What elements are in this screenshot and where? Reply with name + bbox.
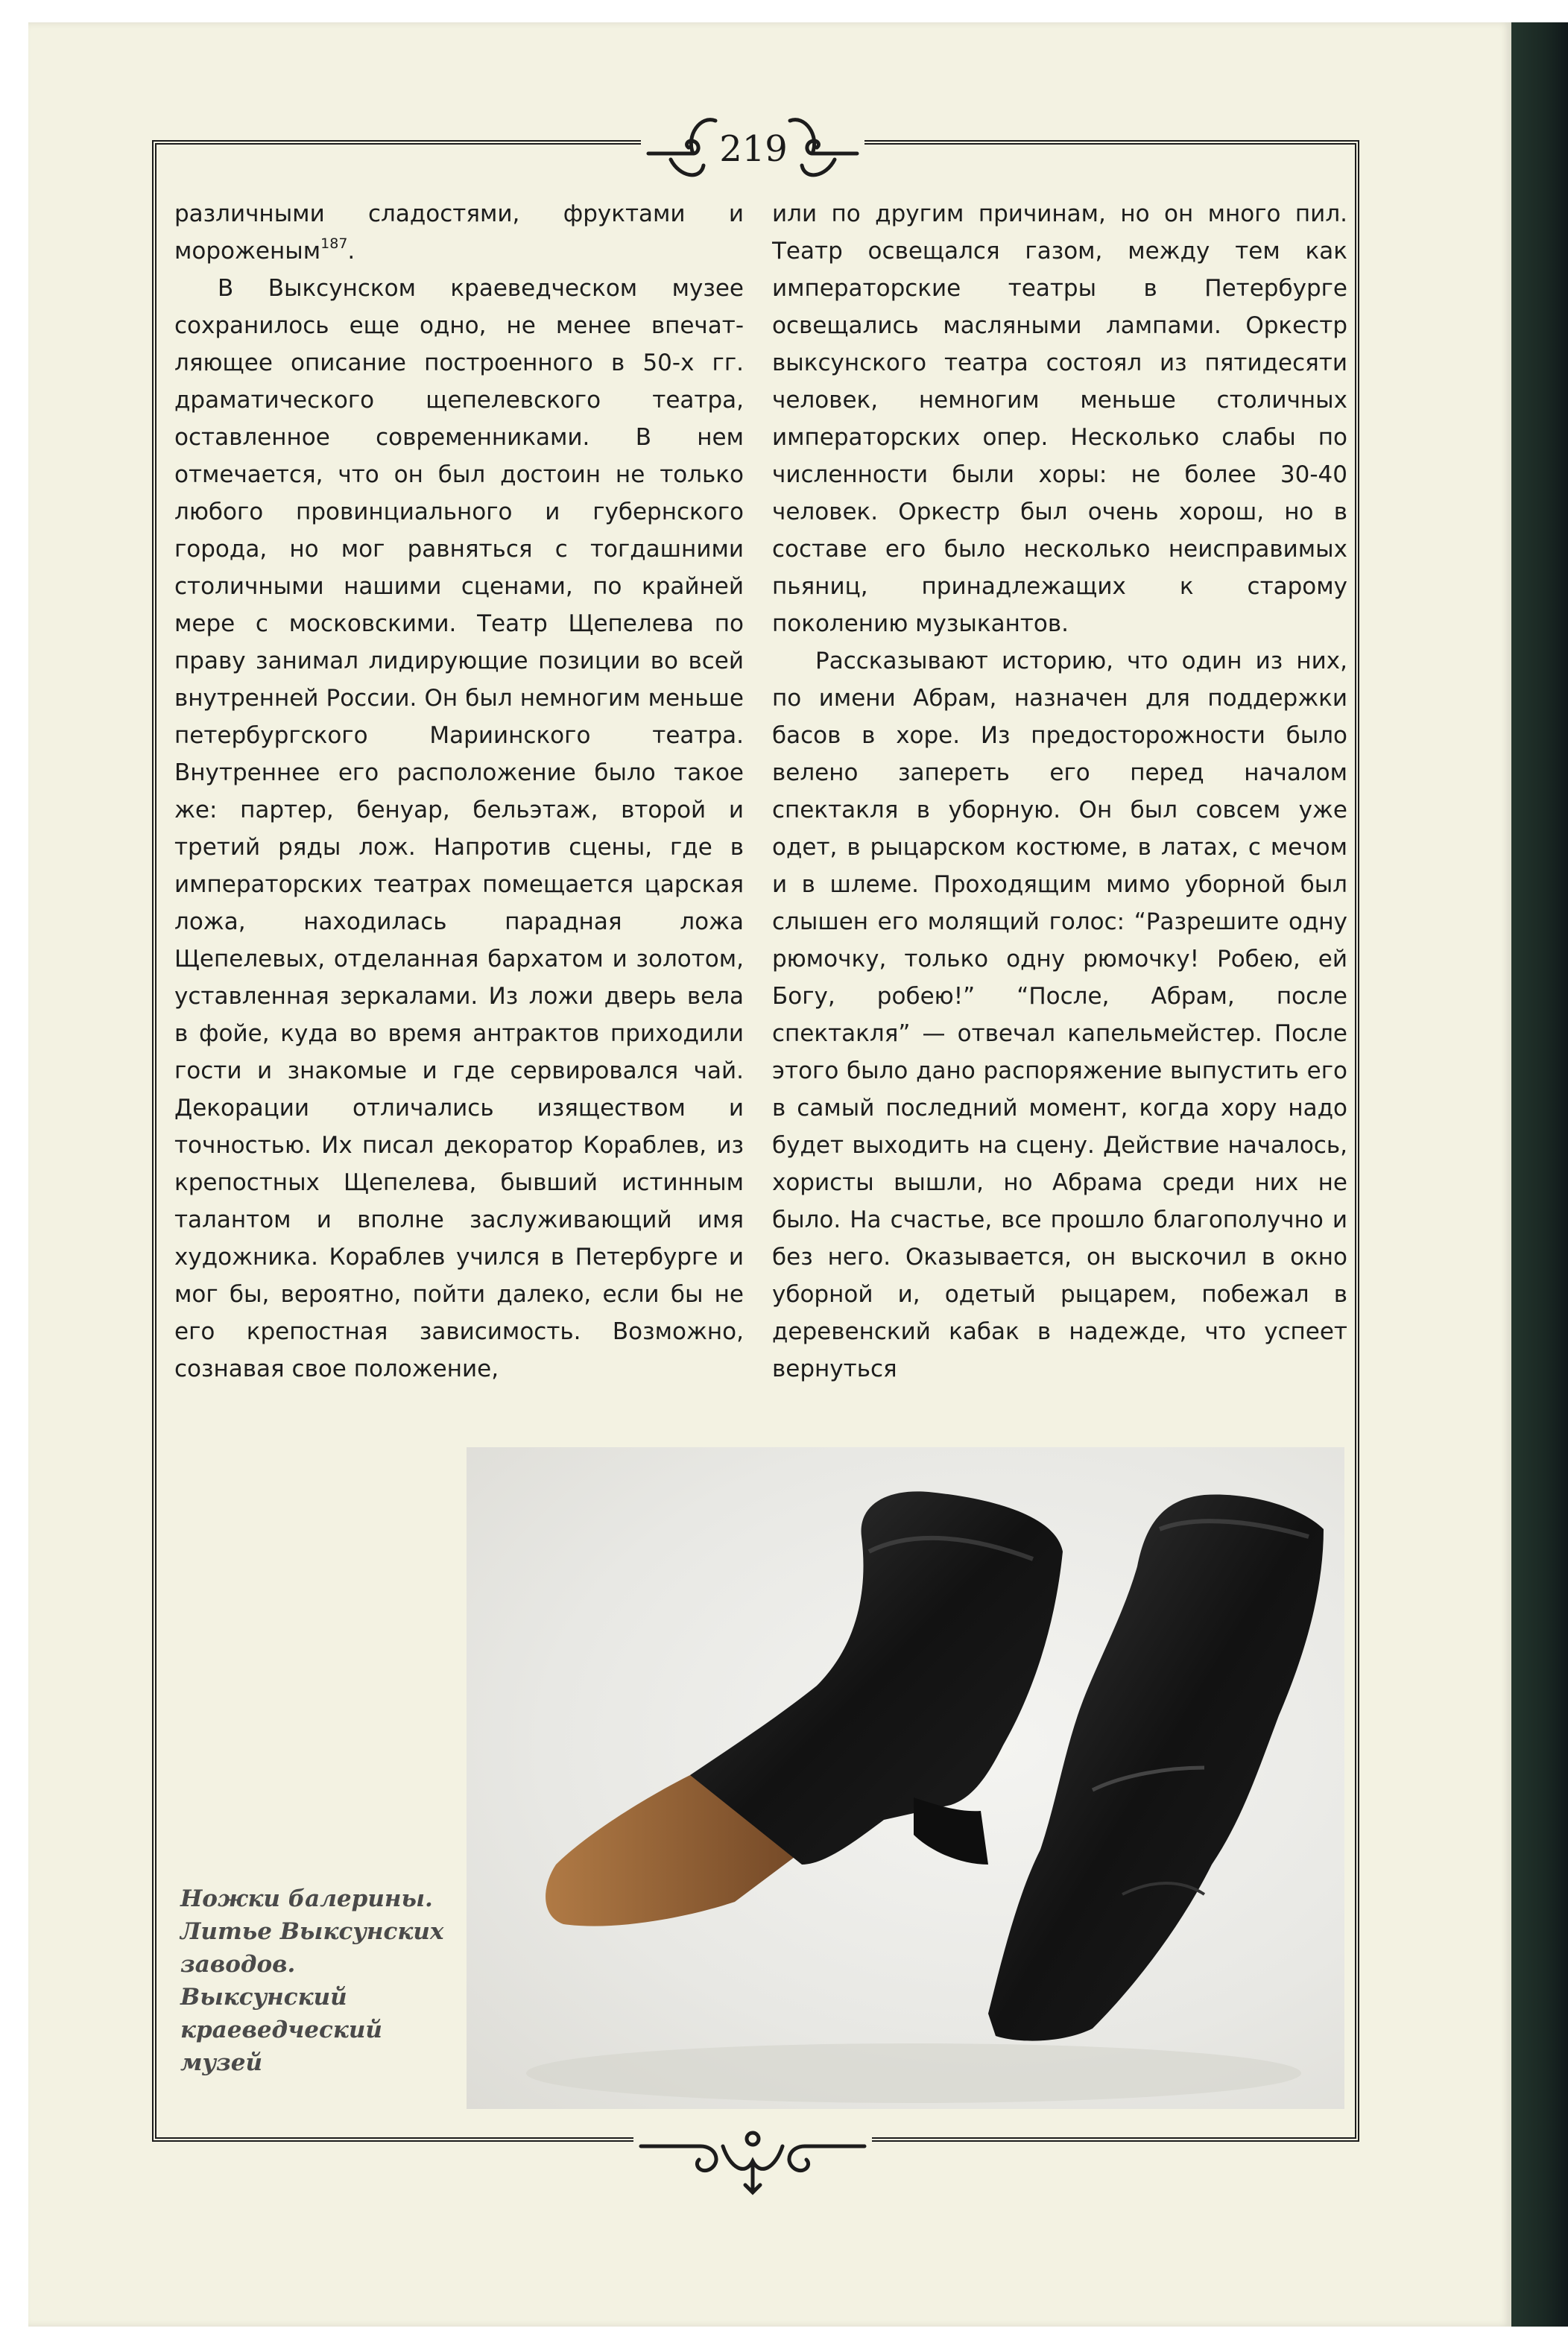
caption-line: краеведческий — [180, 2017, 382, 2043]
text-column-left — [174, 195, 744, 1432]
caption-line: Выксунский — [180, 1984, 347, 2011]
paragraph: В Выксунском краеведческом музее сохранилось еще одно, не менее впечатляющее описание построенного в 50-х гг. драматического щепелевского театра, оставленное современниками. В нем отмечается, что он был достоин не только любого провинциального и губернского города, но мог равняться с тогдашними столичными нашими сценами, по крайней мере с московскими. Театр Щепелева по праву занимал лидирующие позиции во всей внутренней России. Он был немногим меньше петербургского Мариинского театра. Внутреннее его расположение было такое же: партер, бенуар, бельэтаж, второй и третий ряды лож. Напротив сцены, где в императорских театрах помещается царская ложа, находилась парадная ложа Щепелевых, отделанная бархатом и золотом, уставленная зеркалами. Из ложи дверь вела в фойе, куда во время антрактов приходили гости и знакомые и где сервировался чай. Декорации отличались изяществом и точностью. Их писал декоратор Кораблев, из крепостных Щепелева, бывший истинным талантом и вполне заслуживающий имя художника. Кораблев учился в Петербурге и мог бы, вероятно, пойти далеко, если бы не его крепостная зависимость. Возможно, сознавая свое положение, — [174, 275, 744, 1382]
paragraph — [174, 195, 744, 270]
caption-line: Ножки балерины. — [180, 1885, 433, 1912]
paragraph: или по другим причинам, но он много пил. Театр освещался газом, между тем как императорские театры в Петербурге освещались масляными лампами. Оркестр выксунского театра состоял из пятидесяти человек, немногим меньше столичных императорских опер. Несколько слабы по численности были хоры: не более 30-40 человек. Оркестр был очень хорош, но в составе его было несколько неисправимых пьяниц, принадлежащих к старому поколению музыкантов. — [772, 200, 1347, 637]
bottom-ornament — [633, 2116, 872, 2198]
page-number: 219 — [719, 128, 788, 170]
text-column-right — [772, 195, 1347, 1432]
book-binding-edge — [1511, 22, 1568, 2327]
photo-caption — [180, 1882, 478, 2079]
caption-line: заводов. — [180, 1951, 296, 1978]
footnote-ref: 187 — [320, 235, 348, 252]
bottom-scroll-ornament-icon — [633, 2116, 872, 2198]
photo-ballerina-feet — [467, 1447, 1344, 2109]
cast-iron-feet-illustration — [467, 1447, 1344, 2109]
paragraph-text: различными сладостями, фруктами и мороженым — [174, 200, 744, 265]
caption-line: музей — [180, 2049, 263, 2076]
paragraph-end-punct: . — [347, 238, 355, 265]
paragraph: Рассказывают историю, что один из них, по имени Абрам, назначен для поддержки басов в хоре. Из предосторожности было велено запереть его перед началом спектакля в уборную. Он был совсем уже одет, в рыцарском костюме, в латах, с мечом и в шлеме. Проходящим мимо уборной был слышен его молящий голос: “Разрешите одну рюмочку, только одну рюмочку! Робею, ей Богу, робею!” “После, Абрам, после спектакля” — отвечал капельмейстер. После этого было дано распоряжение выпустить его в самый последний момент, когда хору надо будет выходить на сцену. Действие началось, хористы вышли, но Абрама среди них не было. На счастье, все прошло благополучно и без него. Оказывается, он выскочил в окно уборной и, одетый рыцарем, побежал в деревенский кабак в надежде, что успеет вернуться — [772, 648, 1347, 1382]
caption-line: Литье Выксунских — [180, 1918, 444, 1945]
